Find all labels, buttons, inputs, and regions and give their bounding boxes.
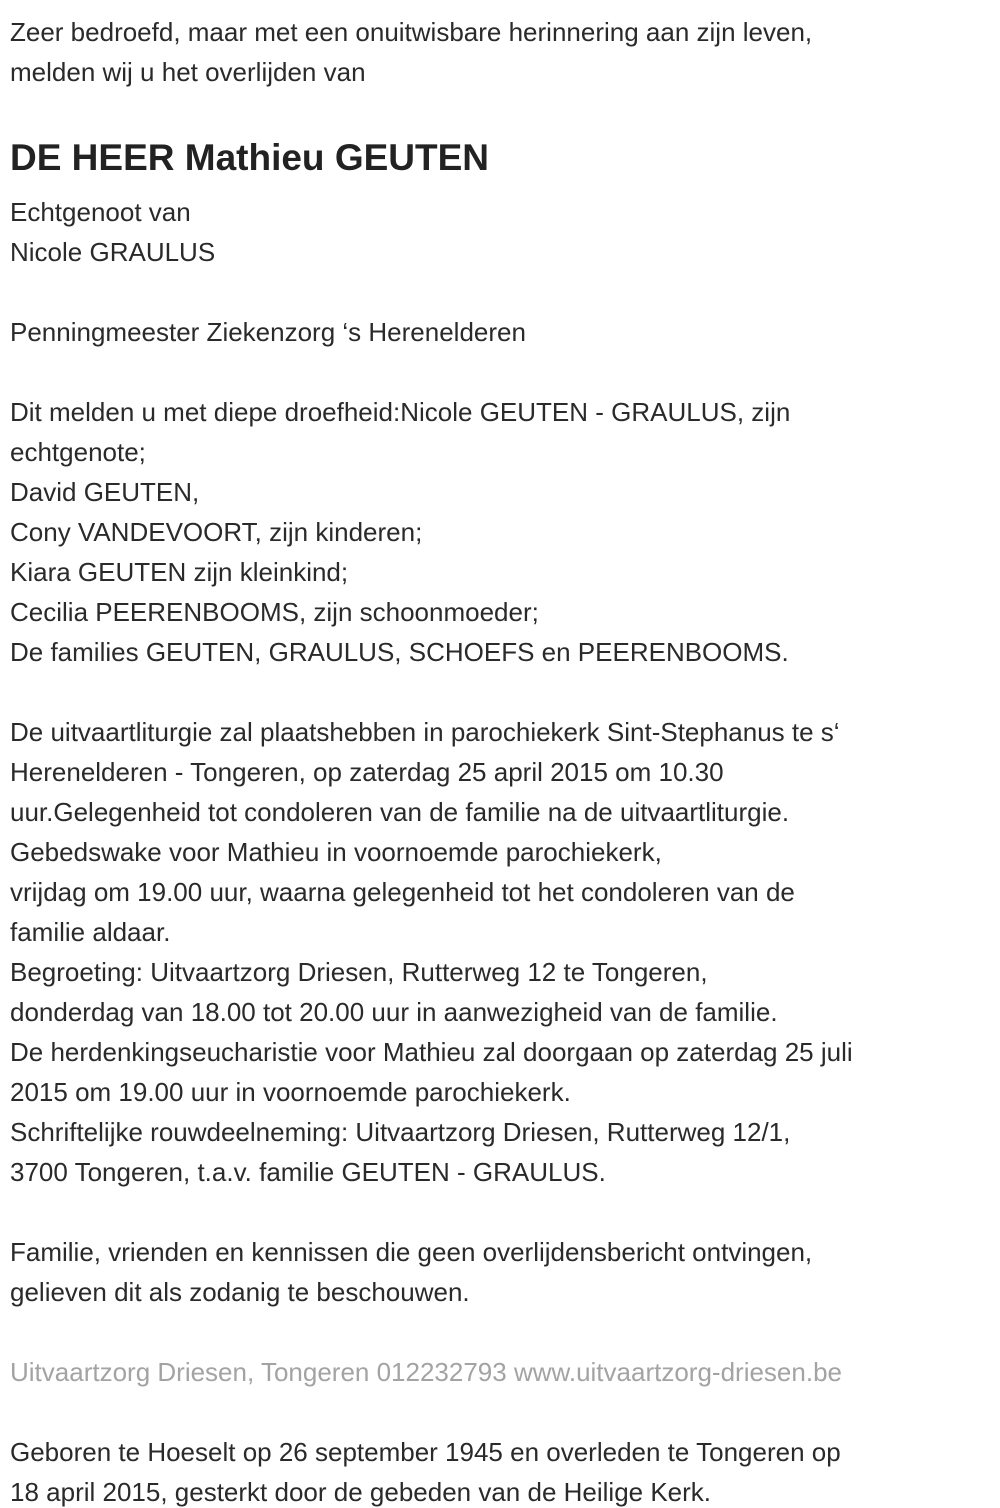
text-line: uur.Gelegenheid tot condoleren van de familie na de uitvaartliturgie. [10,797,790,827]
text-line: donderdag van 18.00 tot 20.00 uur in aanwezigheid van de familie. [10,997,778,1027]
life-dates-paragraph [10,1432,988,1508]
text-line: David GEUTEN, [10,477,200,507]
funeral-home-line [10,1352,988,1392]
text-line: De families GEUTEN, GRAULUS, SCHOEFS en PEERENBOOMS. [10,637,789,667]
funeral-arrangements-block [10,712,988,1192]
text-line: gelieven dit als zodanig te beschouwen. [10,1277,470,1307]
text-line: vrijdag om 19.00 uur, waarna gelegenheid tot het condoleren van de [10,877,795,907]
text-line: Familie, vrienden en kennissen die geen overlijdensbericht ontvingen, [10,1237,813,1267]
text-line: 2015 om 19.00 uur in voornoemde parochiekerk. [10,1077,571,1107]
role-line [10,312,988,352]
text-line: Gebedswake voor Mathieu in voornoemde parochiekerk, [10,837,662,867]
text-line: Penningmeester Ziekenzorg ‘s Herenelderen [10,317,526,347]
deceased-name-title: DE HEER Mathieu GEUTEN [10,137,489,178]
text-line: familie aldaar. [10,917,171,947]
text-line: Nicole GRAULUS [10,237,216,267]
text-line: Cony VANDEVOORT, zijn kinderen; [10,517,423,547]
text-line: Begroeting: Uitvaartzorg Driesen, Rutterweg 12 te Tongeren, [10,957,708,987]
text-line: Uitvaartzorg Driesen, Tongeren 012232793 www.uitvaartzorg-driesen.be [10,1357,842,1387]
text-line: Kiara GEUTEN zijn kleinkind; [10,557,349,587]
text-line: Geboren te Hoeselt op 26 september 1945 en overleden te Tongeren op [10,1437,841,1467]
text-line: Zeer bedroefd, maar met een onuitwisbare herinnering aan zijn leven, [10,17,813,47]
text-line: Herenelderen - Tongeren, op zaterdag 25 april 2015 om 10.30 [10,757,724,787]
text-line: De herdenkingseucharistie voor Mathieu zal doorgaan op zaterdag 25 juli [10,1037,853,1067]
closing-paragraph [10,1232,988,1312]
intro-paragraph [10,12,988,92]
text-line: 3700 Tongeren, t.a.v. familie GEUTEN - GRAULUS. [10,1157,606,1187]
text-line: Echtgenoot van [10,197,191,227]
text-line: Cecilia PEERENBOOMS, zijn schoonmoeder; [10,597,539,627]
text-line: De uitvaartliturgie zal plaatshebben in parochiekerk Sint-Stephanus te s‘ [10,717,840,747]
text-line: 18 april 2015, gesterkt door de gebeden van de Heilige Kerk. [10,1477,712,1507]
family-announcement-block [10,392,988,672]
text-line: melden wij u het overlijden van [10,57,366,87]
text-line: Dit melden u met diepe droefheid:Nicole GEUTEN - GRAULUS, zijn [10,397,791,427]
text-line: Schriftelijke rouwdeelneming: Uitvaartzorg Driesen, Rutterweg 12/1, [10,1117,791,1147]
relation-block [10,192,988,272]
text-line: echtgenote; [10,437,146,467]
